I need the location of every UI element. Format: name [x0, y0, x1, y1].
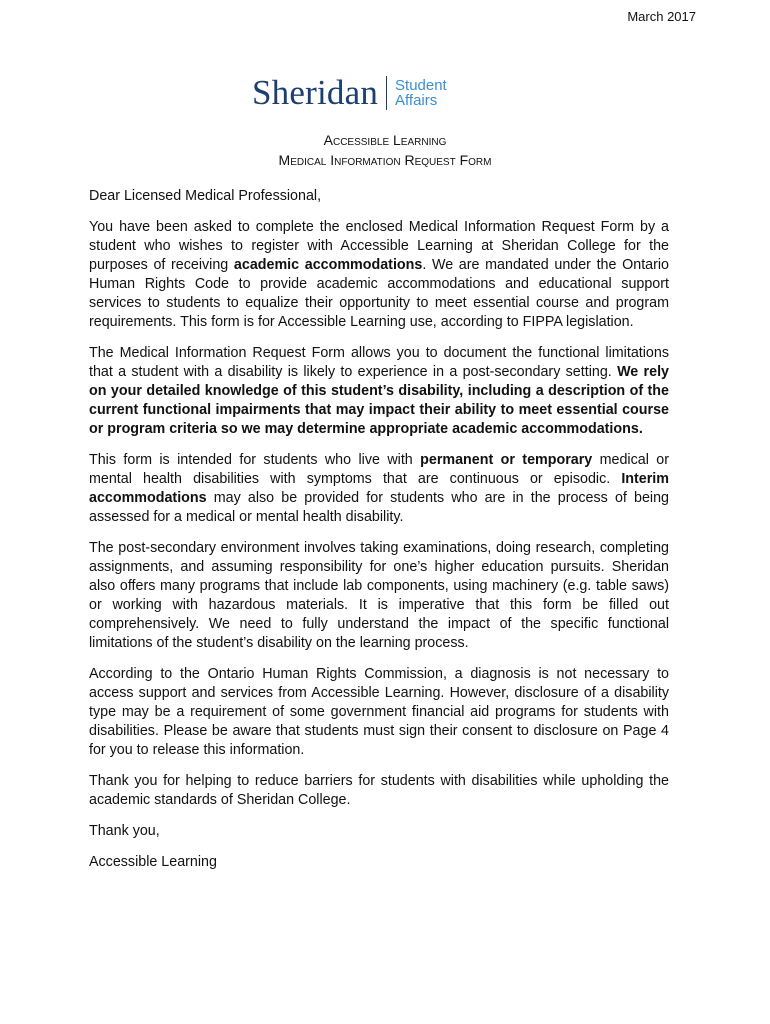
salutation: Dear Licensed Medical Professional,	[89, 188, 322, 204]
letter-body	[89, 187, 669, 884]
form-title-line2: Medical Information Request Form	[278, 152, 492, 168]
logo-subtitle	[395, 78, 447, 108]
paragraph-3	[89, 451, 669, 527]
paragraph-6: Thank you for helping to reduce barriers for students with disabilities while upholding the academic standards of Sheridan College.	[89, 773, 669, 808]
logo-subtitle-line1: Student	[395, 77, 447, 94]
paragraph-3-text-e: may also be provided for students who are in the process of being assessed for a medical or mental health disability.	[89, 490, 669, 525]
form-title-line1: Accessible Learning	[323, 132, 447, 148]
paragraph-3-text-c: medical or mental health disabilities with symptoms that are continuous or episodic.	[89, 452, 669, 487]
paragraph-3-text-a: This form is intended for students who live with	[89, 452, 421, 468]
paragraph-2	[89, 344, 669, 439]
signature: Accessible Learning	[89, 854, 217, 870]
logo-wordmark: Sheridan	[252, 73, 379, 112]
logo-divider	[386, 76, 387, 110]
sheridan-student-affairs-logo	[252, 74, 447, 112]
paragraph-1-bold: academic accommodations	[233, 257, 423, 273]
paragraph-2-bold: We rely on your detailed knowledge of this student’s disability, including a description of the current functional impairments that may impact their ability to meet essential course or program criteria so we may determine appropriate academic accommodations.	[89, 364, 669, 437]
paragraph-1-text-a: You have been asked to complete the enclosed Medical Information Request Form by a student who wishes to register with Accessible Learning at Sheridan College for the purposes of receiving	[89, 219, 669, 273]
paragraph-4: The post-secondary environment involves taking examinations, doing research, completing assignments, and assuming responsibility for one’s higher education pursuits. Sheridan also offers many programs that include lab components, using machinery (e.g. table saws) or working with hazardous materials. It is imperative that this form be filled out comprehensively. We need to fully understand the impact of the specific functional limitations of the student’s disability on the learning process.	[89, 540, 669, 651]
document-date: March 2017	[627, 9, 696, 24]
closing: Thank you,	[89, 823, 160, 839]
paragraph-2-text-a: The Medical Information Request Form allows you to document the functional limitations that a student with a disability is likely to experience in a post-secondary setting.	[89, 345, 669, 380]
paragraph-3-bold-1: permanent or temporary	[420, 452, 593, 468]
paragraph-1-text-c: . We are mandated under the Ontario Human Rights Code to provide academic accommodations and educational support services to students to equalize their opportunity to meet essential course and program requirements. This form is for Accessible Learning use, according to FIPPA legislation.	[89, 257, 670, 330]
paragraph-1	[89, 218, 669, 332]
paragraph-5: According to the Ontario Human Rights Commission, a diagnosis is not necessary to access support and services from Accessible Learning. However, disclosure of a disability type may be a requirement of some government financial aid programs for students with disabilities. Please be aware that students must sign their consent to disclosure on Page 4 for you to release this information.	[89, 666, 669, 758]
paragraph-3-bold-2: Interim accommodations	[89, 471, 669, 506]
form-title	[0, 130, 770, 170]
logo-subtitle-line2: Affairs	[395, 92, 438, 109]
